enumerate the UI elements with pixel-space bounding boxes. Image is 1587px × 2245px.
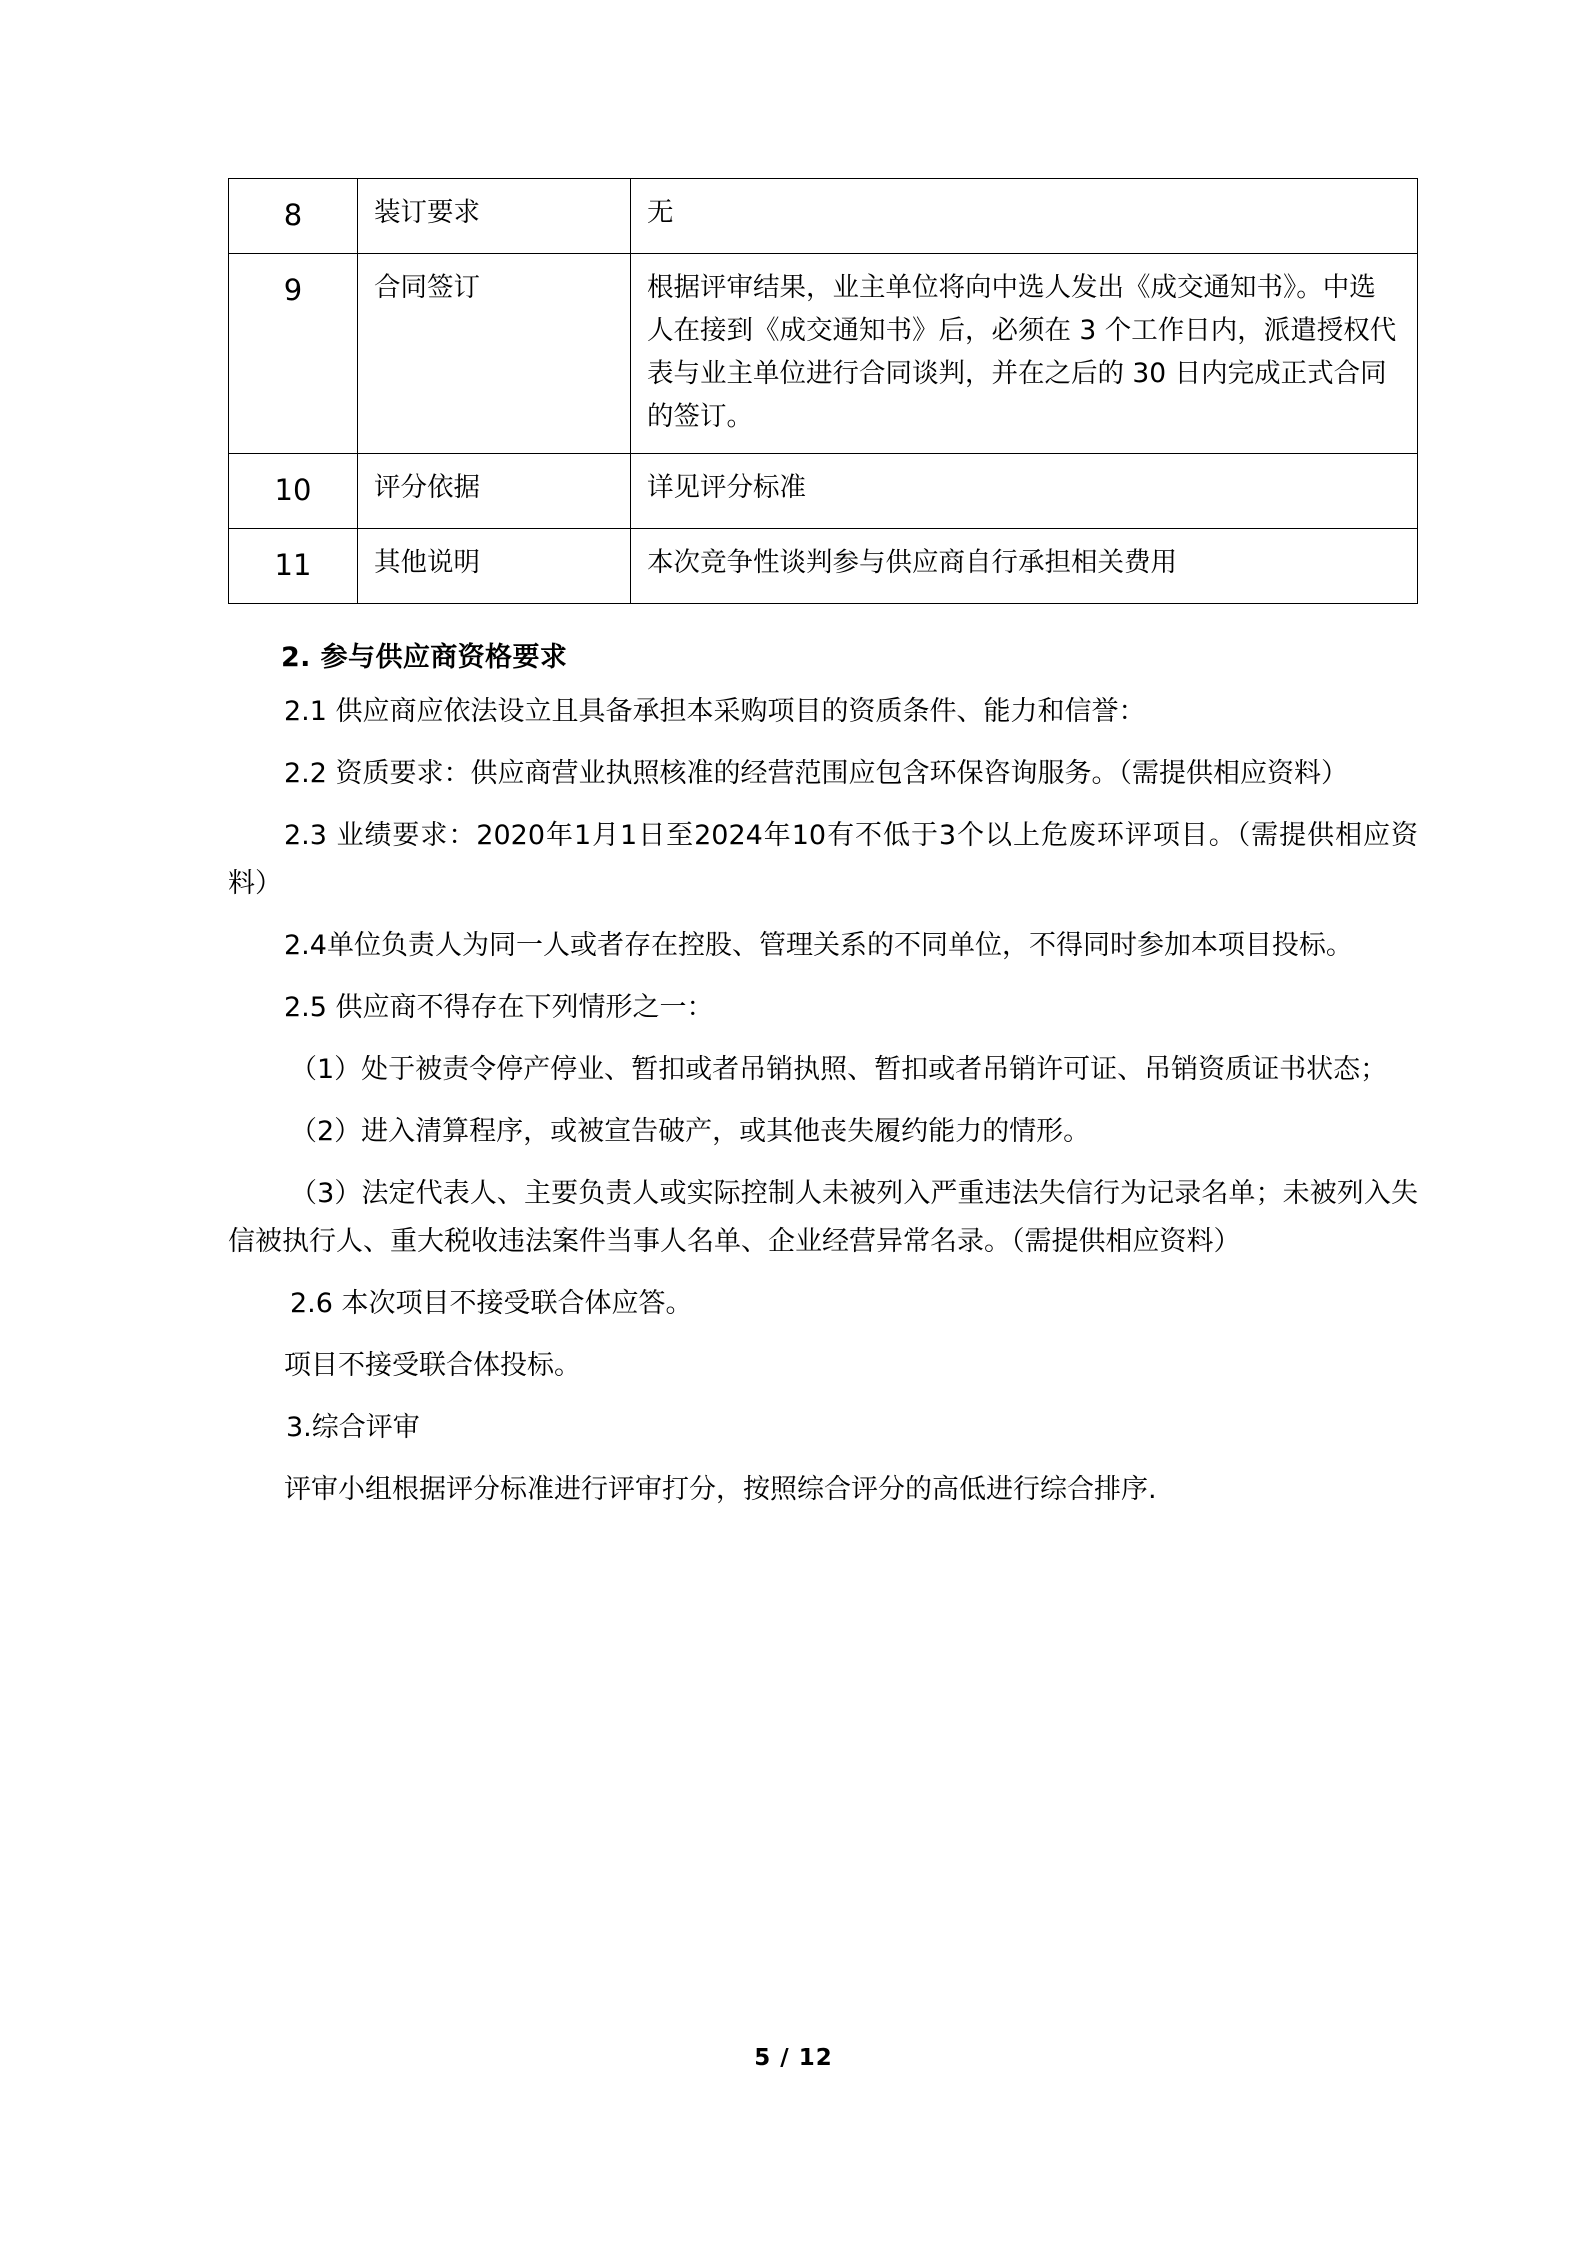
- paragraph-2-4: 2.4单位负责人为同一人或者存在控股、管理关系的不同单位，不得同时参加本项目投标。: [284, 929, 1353, 961]
- page-footer: [0, 2045, 1587, 2071]
- paragraph-2-1: 2.1 供应商应依法设立且具备承担本采购项目的资质条件、能力和信誉：: [284, 695, 1146, 727]
- row-value: 根据评审结果，业主单位将向中选人发出《成交通知书》。中选人在接到《成交通知书》后，必须在 3 个工作日内，派遣授权代表与业主单位进行合同谈判，并在之后的 30 日内完成正式合同的签订。: [631, 253, 1418, 453]
- paragraph-2-2: 2.2 资质要求：供应商营业执照核准的经营范围应包含环保咨询服务。（需提供相应资料）: [284, 757, 1349, 789]
- row-value: 本次竞争性谈判参与供应商自行承担相关费用: [631, 528, 1418, 603]
- row-label: 评分依据: [358, 453, 631, 528]
- table-row: [229, 179, 1418, 254]
- section-heading-2: 2. 参与供应商资格要求: [281, 641, 568, 673]
- row-value: 详见评分标准: [631, 453, 1418, 528]
- paragraph-2-5-item-2: （2）进入清算程序，或被宣告破产，或其他丧失履约能力的情形。: [290, 1115, 1091, 1147]
- paragraph-2-5: 2.5 供应商不得存在下列情形之一：: [284, 991, 714, 1023]
- page-number: 5 / 12: [754, 2045, 833, 2071]
- row-label: 其他说明: [358, 528, 631, 603]
- page-content: [228, 178, 1418, 1514]
- paragraph-3-detail: 评审小组根据评分标准进行评审打分，按照综合评分的高低进行综合排序.: [284, 1474, 1157, 1506]
- row-number: 10: [229, 453, 358, 528]
- paragraph-2-3: 2.3 业绩要求：2020年1月1日至2024年10有不低于3个以上危废环评项目。（需提供相应资料）: [228, 819, 1418, 899]
- row-value: 无: [631, 179, 1418, 254]
- row-number: 11: [229, 528, 358, 603]
- section-heading-3: 3.综合评审: [286, 1412, 420, 1444]
- row-number: 8: [229, 179, 358, 254]
- table-body: [229, 179, 1418, 604]
- paragraph-2-5-item-1: （1）处于被责令停产停业、暂扣或者吊销执照、暂扣或者吊销许可证、吊销资质证书状态；: [290, 1053, 1388, 1085]
- table-row: [229, 453, 1418, 528]
- paragraph-no-consortium: 项目不接受联合体投标。: [284, 1350, 581, 1382]
- paragraph-2-6: 2.6 本次项目不接受联合体应答。: [290, 1288, 693, 1320]
- table-row: [229, 253, 1418, 453]
- row-label: 装订要求: [358, 179, 631, 254]
- table-row: [229, 528, 1418, 603]
- paragraph-2-5-item-3: （3）法定代表人、主要负责人或实际控制人未被列入严重违法失信行为记录名单；未被列入失信被执行人、重大税收违法案件当事人名单、企业经营异常名录。（需提供相应资料）: [228, 1177, 1418, 1258]
- row-label: 合同签订: [358, 253, 631, 453]
- row-number: 9: [229, 253, 358, 453]
- specification-table: [228, 178, 1418, 604]
